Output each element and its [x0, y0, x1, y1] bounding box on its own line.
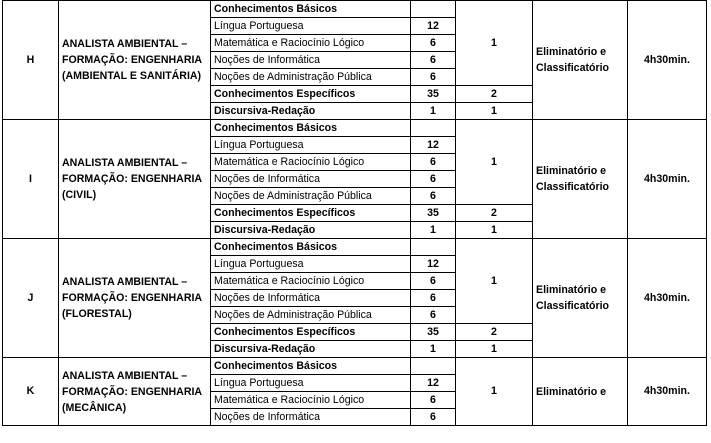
specific-weight: 2	[456, 205, 533, 222]
basic-knowledge-label: Conhecimentos Básicos	[211, 120, 411, 137]
question-count: 6	[411, 154, 456, 171]
basic-knowledge-label: Conhecimentos Básicos	[211, 1, 411, 18]
question-count: 12	[411, 256, 456, 273]
subject-name: Matemática e Raciocínio Lógico	[211, 273, 411, 290]
question-count: 6	[411, 171, 456, 188]
character-cell: Eliminatório e Classificatório	[533, 120, 628, 239]
table-row	[3, 239, 707, 256]
specific-weight: 2	[456, 86, 533, 103]
empty-cell	[411, 120, 456, 137]
essay-weight: 1	[456, 341, 533, 358]
question-count: 6	[411, 290, 456, 307]
table-row	[3, 358, 707, 375]
job-title: ANALISTA AMBIENTAL – FORMAÇÃO: ENGENHARIA (FLORESTAL)	[59, 239, 211, 358]
subject-name: Noções de Informática	[211, 52, 411, 69]
subject-name: Matemática e Raciocínio Lógico	[211, 392, 411, 409]
job-title: ANALISTA AMBIENTAL – FORMAÇÃO: ENGENHARIA (MECÂNICA)	[59, 358, 211, 426]
essay-label: Discursiva-Redação	[211, 341, 411, 358]
question-count: 35	[411, 86, 456, 103]
question-count: 12	[411, 137, 456, 154]
question-count: 6	[411, 188, 456, 205]
subject-name: Noções de Administração Pública	[211, 188, 411, 205]
empty-cell	[411, 358, 456, 375]
essay-label: Discursiva-Redação	[211, 103, 411, 120]
question-count: 35	[411, 324, 456, 341]
subject-name: Língua Portuguesa	[211, 256, 411, 273]
character-cell: Eliminatório e Classificatório	[533, 1, 628, 120]
question-count: 35	[411, 205, 456, 222]
basic-weight: 1	[456, 358, 533, 426]
question-count: 6	[411, 409, 456, 426]
specific-knowledge-label: Conhecimentos Específicos	[211, 324, 411, 341]
question-count: 1	[411, 341, 456, 358]
job-title: ANALISTA AMBIENTAL – FORMAÇÃO: ENGENHARIA (CIVIL)	[59, 120, 211, 239]
subject-name: Noções de Informática	[211, 290, 411, 307]
job-code: J	[3, 239, 59, 358]
duration-cell: 4h30min.	[628, 358, 707, 426]
specific-weight: 2	[456, 324, 533, 341]
duration-cell: 4h30min.	[628, 239, 707, 358]
question-count: 6	[411, 273, 456, 290]
essay-weight: 1	[456, 222, 533, 239]
question-count: 6	[411, 307, 456, 324]
essay-label: Discursiva-Redação	[211, 222, 411, 239]
subject-name: Língua Portuguesa	[211, 375, 411, 392]
question-count: 12	[411, 375, 456, 392]
subject-name: Noções de Administração Pública	[211, 69, 411, 86]
basic-weight: 1	[456, 120, 533, 205]
subject-name: Noções de Administração Pública	[211, 307, 411, 324]
subject-name: Noções de Informática	[211, 409, 411, 426]
basic-knowledge-label: Conhecimentos Básicos	[211, 239, 411, 256]
subject-name: Língua Portuguesa	[211, 18, 411, 35]
subject-name: Matemática e Raciocínio Lógico	[211, 35, 411, 52]
specific-knowledge-label: Conhecimentos Específicos	[211, 205, 411, 222]
table-row	[3, 120, 707, 137]
duration-cell: 4h30min.	[628, 1, 707, 120]
empty-cell	[411, 239, 456, 256]
basic-knowledge-label: Conhecimentos Básicos	[211, 358, 411, 375]
table-row	[3, 1, 707, 18]
question-count: 6	[411, 392, 456, 409]
character-cell: Eliminatório e	[533, 358, 628, 426]
question-count: 6	[411, 69, 456, 86]
empty-cell	[411, 1, 456, 18]
subject-name: Noções de Informática	[211, 171, 411, 188]
question-count: 1	[411, 222, 456, 239]
job-title: ANALISTA AMBIENTAL – FORMAÇÃO: ENGENHARIA (AMBIENTAL E SANITÁRIA)	[59, 1, 211, 120]
duration-cell: 4h30min.	[628, 120, 707, 239]
question-count: 12	[411, 18, 456, 35]
question-count: 1	[411, 103, 456, 120]
job-code: I	[3, 120, 59, 239]
exam-structure-table	[2, 0, 707, 426]
question-count: 6	[411, 52, 456, 69]
essay-weight: 1	[456, 103, 533, 120]
subject-name: Matemática e Raciocínio Lógico	[211, 154, 411, 171]
basic-weight: 1	[456, 1, 533, 86]
subject-name: Língua Portuguesa	[211, 137, 411, 154]
character-cell: Eliminatório e Classificatório	[533, 239, 628, 358]
specific-knowledge-label: Conhecimentos Específicos	[211, 86, 411, 103]
question-count: 6	[411, 35, 456, 52]
job-code: H	[3, 1, 59, 120]
job-code: K	[3, 358, 59, 426]
basic-weight: 1	[456, 239, 533, 324]
